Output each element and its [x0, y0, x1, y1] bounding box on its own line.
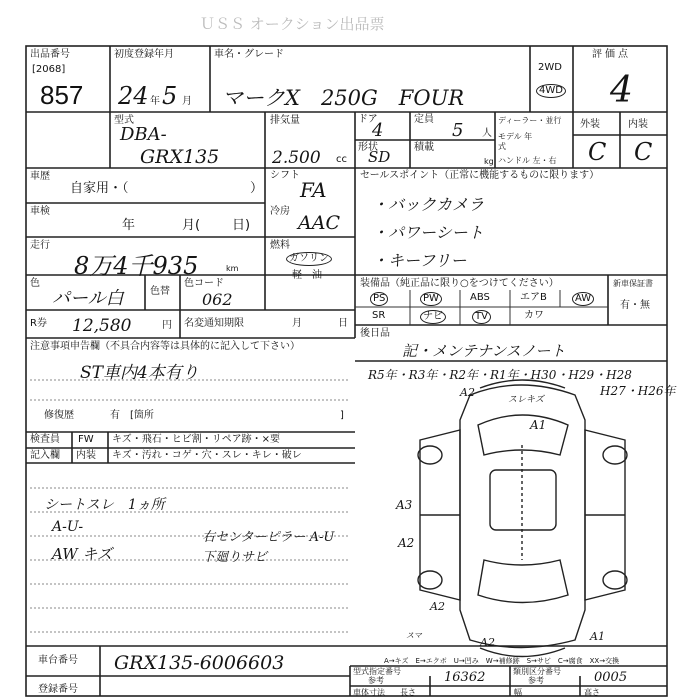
body-shape-label: 形状: [358, 142, 378, 153]
usage-close: ）: [250, 181, 264, 196]
windshield: [478, 415, 568, 455]
rear-items-value: 記・メンテナンスノート: [402, 342, 566, 360]
doors-value: 4: [372, 120, 384, 141]
notes-label: 注意事項申告欄（不具合内容等は具体的に記入して下さい）: [30, 341, 300, 352]
category-label: 類別区分番号: [513, 667, 561, 676]
model-type-prefix: DBA-: [120, 124, 167, 145]
model-type-value: GRX135: [140, 146, 220, 168]
designation-label: 型式指定番号: [353, 667, 401, 676]
mark-a1-rear-right: A1: [590, 630, 605, 643]
shift-label: シフト: [270, 170, 300, 181]
repair-label: 修復歴: [44, 410, 74, 421]
dims-label: 車体寸法: [353, 688, 385, 697]
fuel-gasoline: ガソリン: [286, 252, 332, 266]
mileage-label: 走行: [30, 240, 50, 251]
first-reg-month: 5: [162, 82, 178, 110]
category-value: 0005: [594, 670, 628, 685]
chassis-value: GRX135-6006603: [114, 652, 285, 674]
fuel-label: 燃料: [270, 240, 290, 251]
inspector-note-5: 下廻りサビ: [202, 550, 268, 565]
displacement-label: 排気量: [270, 115, 300, 126]
rear-window: [478, 560, 568, 603]
transfer-label: 名変通知期限: [184, 318, 244, 329]
repair-close: ]: [340, 410, 344, 421]
load-label: 積載: [414, 142, 434, 153]
rear-items-label: 後日品: [360, 328, 390, 339]
mark-a2-front: A2: [460, 386, 475, 399]
first-reg-year: 24: [118, 82, 149, 110]
model-name-label: 車名・グレード: [214, 49, 284, 60]
first-reg-year-unit: 年: [150, 96, 160, 107]
recycle-unit: 円: [162, 320, 172, 331]
capacity-unit: 人: [482, 128, 492, 139]
sales-point-2: ・パワーシート: [372, 223, 484, 242]
aircon-label: 冷房: [270, 206, 290, 217]
score-label: 評価点: [592, 49, 631, 60]
equip-ps: PS: [370, 292, 388, 306]
mark-rear-note: スマ: [406, 631, 422, 640]
model-name-value: マークX 250G FOUR: [222, 86, 465, 110]
color-code: 062: [202, 290, 233, 309]
usage-value: 自家用・（: [70, 181, 129, 196]
mark-a1-roof: A1: [530, 418, 547, 432]
roof: [490, 470, 556, 530]
equip-airbag: エアB: [520, 292, 547, 303]
dims-length: 長さ: [400, 688, 416, 697]
warranty-label: 新車保証書: [613, 279, 653, 288]
fuel-diesel: 軽 油: [292, 270, 322, 281]
notes-value: ST車内4本有り: [80, 363, 199, 383]
repair-value: 有 [箇所: [110, 410, 154, 421]
first-reg-label: 初度登録年月: [114, 49, 174, 60]
damage-legend: A→キズ E→エクボ U→凹み W→補修跡 S→サビ C→腐食 XX→交換: [384, 657, 620, 665]
recycle-value: 12,580: [72, 316, 132, 336]
transfer-day: 日: [338, 318, 348, 329]
color-code-label: 色コード: [184, 278, 224, 289]
color-swap-label: 色替: [150, 286, 170, 297]
inspector-label2: 記入欄: [30, 450, 60, 461]
designation-value: 16362: [444, 670, 486, 685]
warranty-value: 有・無: [620, 300, 650, 311]
inspection-label: 車検: [30, 206, 50, 217]
body-shape-value: SD: [368, 148, 391, 166]
inspector-fw-items: キズ・飛石・ヒビ割・リペア跡・×要: [112, 434, 280, 445]
dims-width: 幅: [514, 688, 522, 697]
inspector-label: 検査員: [30, 434, 60, 445]
inspector-inner-items: キズ・汚れ・コゲ・穴・スレ・キレ・破レ: [112, 450, 302, 461]
displacement-value: 2.500: [272, 148, 321, 168]
displacement-unit: cc: [336, 154, 347, 165]
mark-a2-side: A2: [398, 536, 415, 550]
mark-a3-side: A3: [396, 498, 413, 512]
dims-height: 高さ: [584, 688, 600, 697]
capacity-value: 5: [452, 120, 464, 141]
dealer-label: ディーラー・並行: [498, 116, 562, 125]
transfer-month: 月: [292, 318, 302, 329]
mark-scratch-front: スレキズ: [508, 395, 544, 405]
inspector-note-4: 右センターピラー A-U: [202, 530, 335, 545]
inspection-month: 月(: [182, 218, 201, 233]
sales-points-label: セールスポイント（正常に機能するものに限ります）: [360, 170, 600, 181]
inspector-note-2: A-U-: [52, 519, 84, 535]
maintenance-history-2: H27・H26年: [600, 384, 676, 398]
load-unit: kg: [484, 157, 494, 166]
wheel-front-right: [603, 446, 627, 464]
usage-label: 車歴: [30, 171, 50, 182]
equipment-label: 装備品（純正品に限り○をつけてください）: [360, 278, 559, 289]
mileage-unit: km: [226, 264, 239, 273]
first-reg-month-unit: 月: [182, 96, 192, 107]
recycle-label: R券: [30, 318, 47, 329]
form-title: ＵＳＳ オークション出品票: [200, 15, 385, 33]
equip-tv: TV: [472, 310, 491, 324]
capacity-label: 定員: [414, 114, 434, 125]
category-sub: 参考: [528, 676, 544, 685]
inspection-year: 年: [122, 218, 136, 233]
mark-a2-rear-left: A2: [430, 600, 445, 613]
model-type-label: 型式: [114, 115, 134, 126]
sales-point-1: ・バックカメラ: [372, 195, 485, 214]
color-label: 色: [30, 278, 40, 289]
exterior-grade: C: [588, 138, 607, 166]
score-value: 4: [610, 70, 633, 111]
inspection-day: 日): [232, 218, 251, 233]
shift-value: FA: [300, 178, 327, 202]
wheel-rear-right: [603, 571, 627, 589]
exterior-label: 外装: [580, 119, 600, 130]
lot-number: 857: [40, 80, 84, 110]
drive-2wd: 2WD: [538, 62, 562, 73]
equip-navi: ナビ: [420, 310, 446, 324]
sales-point-3: ・キーフリー: [372, 251, 467, 270]
inspector-inner: 内装: [76, 450, 96, 461]
equip-abs: ABS: [470, 292, 490, 303]
color-value: パール白: [52, 288, 124, 309]
inspector-note-3: AW キズ: [52, 545, 113, 563]
lot-label: 出品番号: [30, 49, 70, 60]
lot-session: [2068]: [32, 64, 66, 75]
wheel-rear-left: [418, 571, 442, 589]
maintenance-history-1: R5年・R3年・R2年・R1年・H30・H29・H28: [368, 368, 632, 382]
equip-leather: カワ: [524, 310, 544, 321]
model-year-label: モデル 年式: [498, 132, 533, 151]
equip-sr: SR: [372, 310, 386, 321]
inspector-fw: FW: [78, 434, 94, 445]
mark-a2-rear: A2: [480, 636, 495, 649]
wheel-front-left: [418, 446, 442, 464]
equip-aw: AW: [572, 292, 594, 306]
designation-sub: 参考: [368, 676, 384, 685]
registration-label: 登録番号: [38, 684, 78, 695]
interior-grade: C: [634, 138, 653, 166]
mileage-value: 8万4千935: [74, 252, 199, 280]
doors-label: ドア: [358, 114, 378, 125]
inspector-note-1: シートスレ 1ヵ所: [44, 497, 165, 513]
aircon-value: AAC: [298, 212, 340, 234]
drive-4wd: 4WD: [536, 84, 566, 98]
chassis-label: 車台番号: [38, 655, 78, 666]
handle-label: ハンドル 左・右: [498, 156, 557, 165]
interior-label: 内装: [628, 119, 648, 130]
equip-pw: PW: [420, 292, 442, 306]
